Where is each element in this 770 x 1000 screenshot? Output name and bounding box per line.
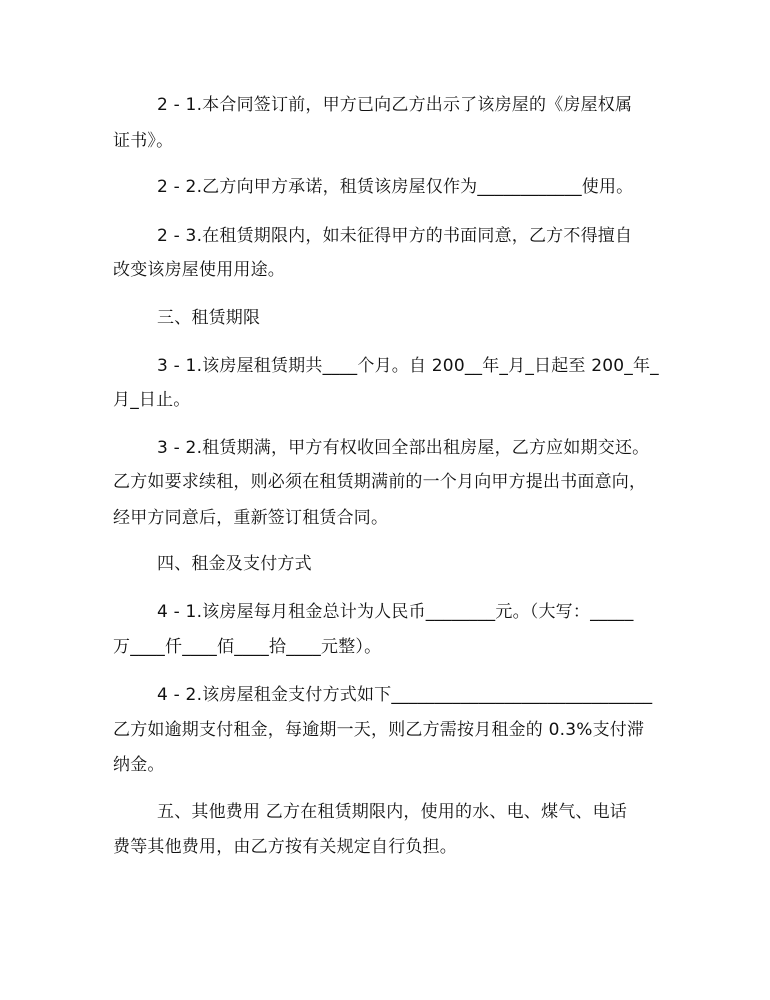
clause-2-3-line-2: 改变该房屋使用用途。 [113,260,285,280]
clause-2-2-line-1: 2 - 2.乙方向甲方承诺，租赁该房屋仅作为____________使用。 [157,177,634,197]
clause-4-2-line-1: 4 - 2.该房屋租金支付方式如下______________________________ [157,685,653,705]
section-5-line-1: 五、其他费用 乙方在租赁期限内，使用的水、电、煤气、电话 [157,802,628,822]
clause-2-1-line-1: 2 - 1.本合同签订前，甲方已向乙方出示了该房屋的《房屋权属 [157,95,633,115]
clause-2-1-line-2: 证书》。 [113,131,174,151]
section-4-heading: 四、租金及支付方式 [157,554,312,574]
clause-3-2-line-3: 经甲方同意后，重新签订租赁合同。 [113,508,389,528]
clause-4-2-line-2: 乙方如逾期支付租金，每逾期一天，则乙方需按月租金的 0.3%支付滞 [113,720,645,740]
clause-4-1-line-2: 万____仟____佰____拾____元整）。 [113,637,382,657]
clause-2-3-line-1: 2 - 3.在租赁期限内，如未征得甲方的书面同意，乙方不得擅自 [157,226,633,246]
clause-3-2-line-2: 乙方如要求续租，则必须在租赁期满前的一个月向甲方提出书面意向， [113,472,647,492]
clause-3-1-line-2: 月_日止。 [113,390,191,410]
clause-3-1-line-1: 3 - 1.该房屋租赁期共____个月。自 200__年_月_日起至 200_年_ [157,356,659,376]
section-3-heading: 三、租赁期限 [157,308,261,328]
clause-4-1-line-1: 4 - 1.该房屋每月租金总计为人民币________元。（大写：_____ [157,602,634,622]
section-5-line-2: 费等其他费用，由乙方按有关规定自行负担。 [113,837,457,857]
clause-3-2-line-1: 3 - 2.租赁期满，甲方有权收回全部出租房屋，乙方应如期交还。 [157,438,650,458]
clause-4-2-line-3: 纳金。 [113,755,165,775]
